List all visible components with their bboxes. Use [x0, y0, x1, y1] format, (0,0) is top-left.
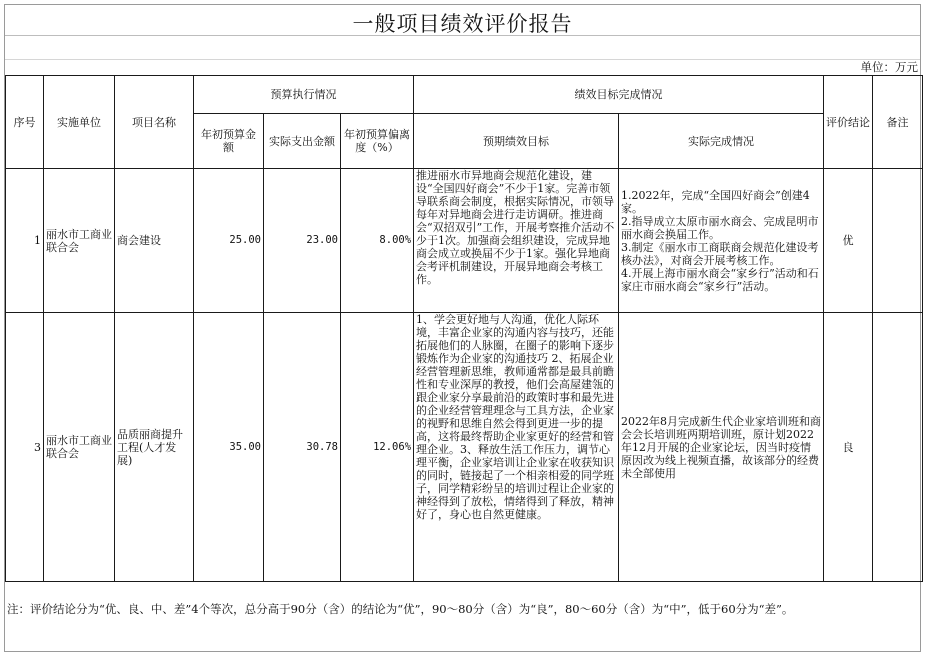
row-actual: 23.00: [264, 169, 341, 313]
header-budget-initial: 年初预算金额: [194, 114, 264, 169]
report-sheet: [4, 4, 921, 652]
report-title: 一般项目绩效评价报告: [352, 12, 573, 36]
row-deviation: 12.06%: [341, 313, 414, 582]
header-expected-goal: 预期绩效目标: [414, 114, 619, 169]
table-row: [6, 169, 923, 313]
row-expected-goal: 推进丽水市异地商会规范化建设，建设“全国四好商会”不少于1家。完善市领导联系商会制度，根据实际情况，市领导每年对异地商会进行走访调研。推进商会“双招双引”工作，开展考察推介活动不少于1次。加强商会组织建设，完成异地商会成立或换届不少于1家。强化异地商会考评机制建设，开展异地商会考核工作。: [414, 169, 619, 313]
header-unit: 实施单位: [44, 76, 115, 169]
row-actual-completion: 2022年8月完成新生代企业家培训班和商会会长培训班两期培训班，原计划2022年12月开展的企业家论坛，因当时疫情原因改为线上视频直播，故该部分的经费未全部使用: [619, 313, 824, 582]
header-perf-group: 绩效目标完成情况: [414, 76, 824, 114]
row-seq: 1: [6, 169, 44, 313]
title-row: [5, 5, 920, 36]
header-row-1: [6, 76, 923, 114]
row-expected-goal: 1、学会更好地与人沟通，优化人际环境，丰富企业家的沟通内容与技巧，还能拓展他们的人脉圈，在圈子的影响下逐步锻炼作为企业家的沟通技巧 2、拓展企业经营管理新思维，教师通常都是最具前瞻性和专业深厚的教授，他们会高屋建瓴的跟企业家分享最前沿的政策时事和最先进的企业经营管理理念与工具方法，企业家的视野和思维自然会得到更进一步的提高，这将最终帮助企业家更好的经营和管理企业。3、释放生活工作压力，调节心理平衡，企业家培训让企业家在收获知识的同时，链接起了一个相亲相爱的同学班子，同学精彩纷呈的培训过程让企业家的神经得到了放松，情绪得到了释放，精神好了，身心也自然更健康。: [414, 313, 619, 582]
report-table: [5, 75, 923, 582]
row-project: 品质丽商提升工程(人才发展): [115, 313, 194, 582]
row-budget: 25.00: [194, 169, 264, 313]
row-seq: 3: [6, 313, 44, 582]
row-remarks: [873, 313, 923, 582]
table-row: [6, 313, 923, 582]
footer-note: 注：评价结论分为“优、良、中、差”4个等次，总分高于90分（含）的结论为“优”，90～80分（含）为“良”，80～60分（含）为“中”，低于60分为“差”。: [7, 602, 794, 616]
header-project: 项目名称: [115, 76, 194, 169]
header-conclusion: 评价结论: [824, 76, 873, 169]
row-unit: 丽水市工商业联合会: [44, 313, 115, 582]
row-conclusion: 良: [824, 313, 873, 582]
header-remarks: 备注: [873, 76, 923, 169]
unit-label: 单位：万元: [860, 60, 918, 74]
row-conclusion: 优: [824, 169, 873, 313]
header-actual-spend: 实际支出金额: [264, 114, 341, 169]
header-seq: 序号: [6, 76, 44, 169]
row-deviation: 8.00%: [341, 169, 414, 313]
row-project: 商会建设: [115, 169, 194, 313]
row-remarks: [873, 169, 923, 313]
row-actual: 30.78: [264, 313, 341, 582]
row-budget: 35.00: [194, 313, 264, 582]
header-budget-group: 预算执行情况: [194, 76, 414, 114]
row-actual-completion: 1.2022年，完成“全国四好商会”创建4家。 2.指导成立太原市丽水商会、完成昆明市丽水商会换届工作。 3.制定《丽水市工商联商会规范化建设考核办法》，对商会开展考核工作。 4.开展上海市丽水商会“家乡行”活动和石家庄市丽水商会“家乡行”活动。: [619, 169, 824, 313]
header-deviation: 年初预算偏离度（%）: [341, 114, 414, 169]
blank-row: [5, 35, 920, 60]
row-unit: 丽水市工商业联合会: [44, 169, 115, 313]
header-actual-completion: 实际完成情况: [619, 114, 824, 169]
